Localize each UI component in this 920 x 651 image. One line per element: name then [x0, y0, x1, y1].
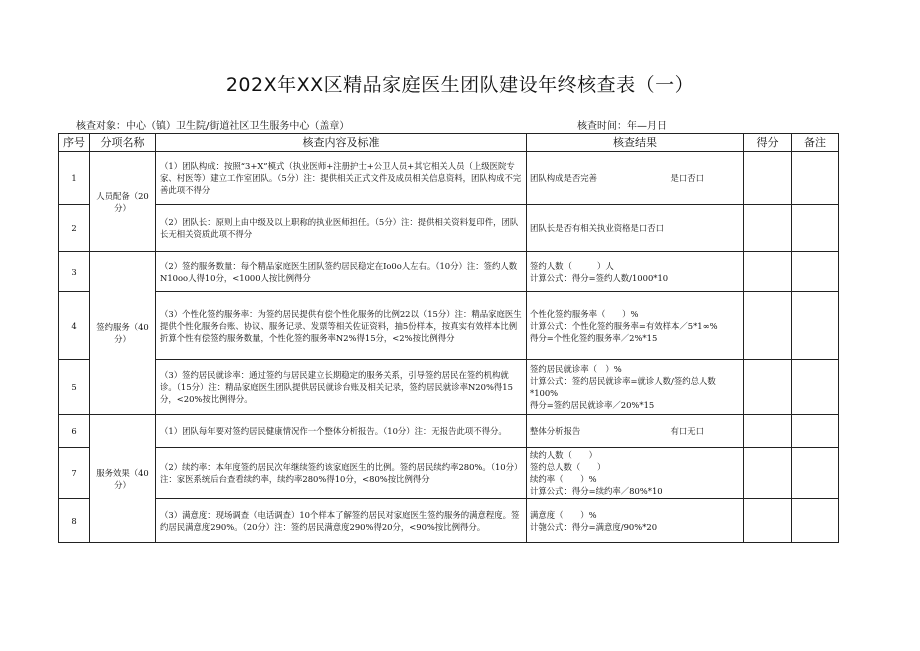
row-result: 个性化签约服务率（ ）% 计算公式：个性化签约服务率=有效样本／5*1∞% 得分=个性化签约服务率／2%*15	[527, 292, 744, 360]
table-row	[59, 415, 839, 448]
row-result	[527, 415, 744, 448]
score-cell[interactable]	[744, 152, 792, 205]
remark-cell[interactable]	[792, 252, 839, 292]
table-row	[59, 360, 839, 415]
inspection-object: 核查对象：中心（镇）卫生院/街道社区卫生服务中心（盖章）	[76, 121, 350, 132]
row-number: 5	[59, 360, 90, 415]
row-standard: （1）团队每年要对签约居民健康情况作一个整体分析报告。（10分）注：无报告此项不得分。	[156, 415, 527, 448]
row-result: 签约居民就诊率（ ）% 计算公式：签约居民就诊率=就诊人数/签约总人数*100% 得分=签约居民就诊率／20%*15	[527, 360, 744, 415]
row-result: 团队长是否有相关执业资格是口否口	[527, 205, 744, 252]
remark-cell[interactable]	[792, 415, 839, 448]
row-standard: （3）签约居民就诊率：通过签约与居民建立长期稳定的服务关系，引导签约居民在签约机构就诊。（15分）注：精品家庭医生团队提供居民就诊台账及相关记录，签约居民就诊率N20%得15分，<20%按比例得分。	[156, 360, 527, 415]
score-cell[interactable]	[744, 499, 792, 543]
row-number: 7	[59, 448, 90, 499]
category-signing-service: 签约服务（40分）	[90, 252, 156, 415]
remark-cell[interactable]	[792, 360, 839, 415]
row-standard: （1）团队构成：按照“3+X”模式（执业医师+注册护士+公卫人员+其它相关人员（上级医院专家、村医等）建立工作室团队。（5分）注：提供相关正式文件及成员相关信息资料，团队构成不完善此项不得分	[156, 152, 527, 205]
score-cell[interactable]	[744, 252, 792, 292]
table-row	[59, 292, 839, 360]
has-none-checkbox[interactable]: 有口无口	[670, 426, 704, 436]
row-standard: （2）签约服务数量：每个精品家庭医生团队签约居民稳定在Io0o人左右。（10分）注：签约人数N10oo人得10分，<1000人按比例得分	[156, 252, 527, 292]
row-standard: （2）团队长：原则上由中级及以上职称的执业医师担任。（5分）注：提供相关资料复印件，团队长无相关资质此项不得分	[156, 205, 527, 252]
table-row	[59, 205, 839, 252]
score-cell[interactable]	[744, 448, 792, 499]
header-category: 分项名称	[90, 134, 156, 152]
category-staffing: 人员配备（20分）	[90, 152, 156, 252]
page-title: 202X年XX区精品家庭医生团队建设年终核查表（一）	[225, 74, 695, 96]
header-remark: 备注	[792, 134, 839, 152]
row-number: 4	[59, 292, 90, 360]
category-service-effect: 服务效果（40分）	[90, 415, 156, 543]
score-cell[interactable]	[744, 360, 792, 415]
row-number: 3	[59, 252, 90, 292]
table-row	[59, 448, 839, 499]
table-row	[59, 499, 839, 543]
row-result: 续约人数（ ） 签约总人数（ ） 续约率（ ）% 计算公式：得分=续约率／80%*10	[527, 448, 744, 499]
row-number: 8	[59, 499, 90, 543]
remark-cell[interactable]	[792, 152, 839, 205]
remark-cell[interactable]	[792, 205, 839, 252]
remark-cell[interactable]	[792, 448, 839, 499]
table-row	[59, 152, 839, 205]
result-text: 整体分析报告	[530, 426, 581, 436]
row-standard: （2）续约率：本年度签约居民次年继续签约该家庭医生的比例。签约居民续约率280%。（10分）注：家医系统后台查看续约率，续约率280%得10分，<80%按比例得分	[156, 448, 527, 499]
row-standard: （3）满意度：现场调查（电话调查）10个样本了解签约居民对家庭医生签约服务的满意程度。签约居民满意度290%。（20分）注：签约居民满意度290%得20分，<90%按比例得分。	[156, 499, 527, 543]
header-score: 得分	[744, 134, 792, 152]
result-text: 团队构成是否完善	[530, 173, 597, 183]
remark-cell[interactable]	[792, 499, 839, 543]
table-header-row	[59, 134, 839, 152]
row-number: 6	[59, 415, 90, 448]
row-standard: （3）个性化签约服务率：为签约居民提供有偿个性化服务的比例22以（15分）注：精品家庭医生提供个性化服务台账、协议、服务记录、发票等相关佐证资料，抽5份样本，按真实有效样本比例折算个性有偿签约服务数量，个性化签约服务率N2%得15分，<2%按比例得分	[156, 292, 527, 360]
header-result: 核查结果	[527, 134, 744, 152]
score-cell[interactable]	[744, 292, 792, 360]
header-seq: 序号	[59, 134, 90, 152]
header-standard: 核查内容及标准	[156, 134, 527, 152]
inspection-time: 核查时间：年—月日	[577, 121, 667, 132]
row-number: 1	[59, 152, 90, 205]
row-number: 2	[59, 205, 90, 252]
remark-cell[interactable]	[792, 292, 839, 360]
score-cell[interactable]	[744, 415, 792, 448]
inspection-table	[58, 133, 839, 543]
row-result	[527, 152, 744, 205]
row-result: 满意度（ ）% 计匏公式：得分=满意度/90%*20	[527, 499, 744, 543]
yes-no-checkbox[interactable]: 是口否口	[670, 173, 704, 183]
table-row	[59, 252, 839, 292]
row-result: 签约人数（ ）人 计算公式：得分=签约人数/1000*10	[527, 252, 744, 292]
score-cell[interactable]	[744, 205, 792, 252]
